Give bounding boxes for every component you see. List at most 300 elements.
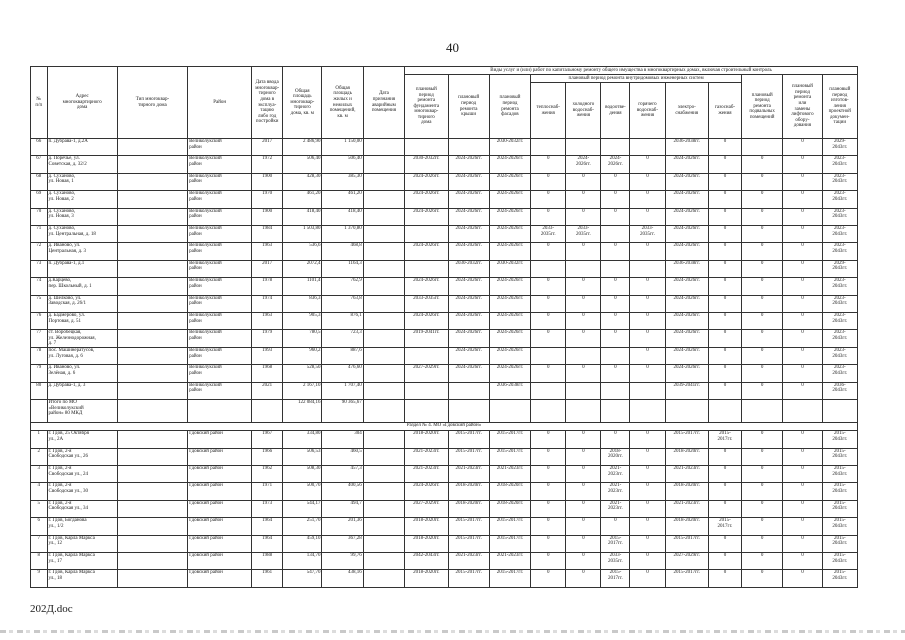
table-header: [31, 67, 858, 139]
table-cell: 0: [531, 535, 566, 552]
table-cell: 1966: [252, 448, 283, 465]
table-cell: 2018-2020гг.: [405, 535, 448, 552]
table-cell: 2030-2032гг.: [489, 260, 530, 277]
table-cell: 960,2: [283, 348, 322, 365]
table-cell: д. Иваново, ул. Зелёная, д. 6: [47, 365, 117, 382]
table-cell: 2024-2026гг.: [448, 191, 489, 208]
table-cell: [117, 278, 187, 295]
table-cell: Гдовский район: [188, 518, 252, 535]
table-cell: [363, 278, 404, 295]
table-cell: 0: [783, 500, 822, 517]
table-cell: 0: [601, 365, 630, 382]
table-cell: 0: [531, 466, 566, 483]
table-cell: 2024-2026гг.: [405, 173, 448, 190]
table-cell: 0: [783, 448, 822, 465]
table-cell: г. Гдов, 2-я Свободская ул., 26: [47, 448, 117, 465]
table-cell: 2024-2026гг.: [405, 278, 448, 295]
table-cell: 1974: [252, 295, 283, 312]
table-cell: 0: [630, 466, 665, 483]
table-cell: [531, 260, 566, 277]
table-cell: Великолукский район: [188, 295, 252, 312]
table-cell: 0: [630, 535, 665, 552]
table-cell: 0: [783, 518, 822, 535]
table-cell: 0: [708, 500, 741, 517]
table-cell: [741, 139, 782, 156]
table-cell: [363, 535, 404, 552]
header-cold-water: холодного водоснаб- жения: [566, 83, 601, 139]
table-cell: 1963: [252, 243, 283, 260]
table-cell: [363, 330, 404, 348]
table-cell: 0: [630, 243, 665, 260]
table-cell: 0: [601, 243, 630, 260]
table-cell: г. Гдов, 2-я Свободская ул., 30: [47, 483, 117, 500]
table-cell: 0: [741, 431, 782, 448]
table-cell: 457,3: [322, 466, 363, 483]
table-cell: 0: [708, 208, 741, 225]
table-cell: Великолукский район: [188, 156, 252, 173]
table-cell: [566, 400, 601, 423]
table-cell: 0: [566, 500, 601, 517]
table-cell: 0: [531, 173, 566, 190]
table-cell: 68: [31, 173, 48, 190]
capital-repair-table: [30, 66, 858, 588]
table-cell: 2036-2038гг.: [665, 139, 708, 156]
table-cell: 2024-2026гг.: [665, 278, 708, 295]
table-cell: 2024-2026гг.: [405, 312, 448, 329]
table-cell: [117, 260, 187, 277]
table-cell: 2027-2029гг.: [665, 552, 708, 569]
table-cell: 0: [566, 173, 601, 190]
table-cell: 400,56: [322, 483, 363, 500]
header-works-group: Виды услуг и (или) работ по капитальному ремонту общего имущества в многоквартирных домах, включая строительный контроль: [405, 67, 858, 75]
table-cell: [601, 139, 630, 156]
table-cell: [601, 400, 630, 423]
table-cell: 2024-2026гг.: [665, 191, 708, 208]
table-cell: 2024-2026гг.: [489, 173, 530, 190]
header-total-area: Общая площадь многоквар- тирного дома, кв. м: [283, 67, 322, 139]
table-cell: 1 150,00: [322, 139, 363, 156]
table-cell: 2029- 2043гг.: [822, 139, 857, 156]
table-cell: Великолукский район: [188, 348, 252, 365]
table-cell: г. Гдов, Карла Маркса ул., 18: [47, 570, 117, 587]
table-cell: 2024-2026гг.: [448, 225, 489, 242]
table-cell: 0: [630, 518, 665, 535]
table-cell: 0: [708, 448, 741, 465]
table-cell: 2024-2026гг.: [665, 330, 708, 348]
table-cell: 547,70: [283, 570, 322, 587]
table-cell: 0: [566, 312, 601, 329]
table-cell: 2018-2020гг.: [448, 483, 489, 500]
table-cell: 0: [531, 518, 566, 535]
table-cell: [363, 260, 404, 277]
table-row: [31, 448, 858, 465]
table-cell: [363, 500, 404, 517]
table-cell: д. Поречье, ул. Советская, д. 32/2: [47, 156, 117, 173]
table-cell: 0: [741, 173, 782, 190]
table-cell: [117, 173, 187, 190]
table-row: [31, 278, 858, 295]
table-cell: 304: [322, 431, 363, 448]
table-cell: 494,7: [322, 500, 363, 517]
table-cell: д. Суханово, ул. Центральная, д. 18: [47, 225, 117, 242]
table-cell: 500,70: [283, 483, 322, 500]
table-cell: [117, 570, 187, 587]
table-cell: 0: [531, 483, 566, 500]
header-lift: плановый период ремонта или замены лифтового обору- дования: [783, 75, 822, 139]
table-cell: [363, 225, 404, 242]
table-row: [31, 208, 858, 225]
table-cell: [117, 365, 187, 382]
table-cell: Гдовский район: [188, 500, 252, 517]
table-cell: 0: [531, 552, 566, 569]
table-cell: 0: [741, 278, 782, 295]
table-cell: 2021- 2023гг.: [601, 466, 630, 483]
table-cell: 2024-2026гг.: [665, 365, 708, 382]
table-cell: 0: [708, 278, 741, 295]
header-district: Район: [188, 67, 252, 139]
table-cell: 0: [630, 295, 665, 312]
table-cell: 0: [531, 312, 566, 329]
table-cell: 2015- 2017гг.: [601, 570, 630, 587]
table-cell: 2024-2026гг.: [489, 156, 530, 173]
table-cell: 0: [630, 431, 665, 448]
table-cell: 0: [566, 552, 601, 569]
table-row: [31, 552, 858, 569]
table-cell: 2024-2026гг.: [665, 312, 708, 329]
table-cell: [363, 483, 404, 500]
table-cell: 1971: [252, 483, 283, 500]
table-cell: [630, 260, 665, 277]
table-cell: 5: [31, 500, 48, 517]
table-cell: [117, 348, 187, 365]
table-cell: 2018-2020гг.: [489, 483, 530, 500]
table-cell: Великолукский район: [188, 208, 252, 225]
table-cell: 0: [783, 348, 822, 365]
table-cell: д.Карцево, пер. Школьный, д. 1: [47, 278, 117, 295]
table-cell: 2015- 2017гг.: [708, 431, 741, 448]
table-cell: 0: [783, 139, 822, 156]
table-cell: 2024-2026гг.: [489, 348, 530, 365]
table-cell: 461,20: [322, 191, 363, 208]
table-cell: 2024-2026гг.: [448, 312, 489, 329]
table-cell: 2023- 2043гг.: [822, 312, 857, 329]
table-cell: 1962: [252, 466, 283, 483]
table-cell: 0: [783, 535, 822, 552]
table-cell: 1967: [252, 431, 283, 448]
header-basement: плановый период ремонта подвальных помещений: [741, 75, 782, 139]
table-cell: [363, 570, 404, 587]
table-cell: 2024-2026гг.: [448, 278, 489, 295]
table-cell: 763,8: [322, 295, 363, 312]
table-cell: 0: [531, 448, 566, 465]
table-cell: 460,5: [322, 448, 363, 465]
table-cell: 0: [783, 295, 822, 312]
table-cell: 0: [783, 365, 822, 382]
table-cell: 0: [708, 348, 741, 365]
table-cell: 2024-2026гг.: [489, 191, 530, 208]
table-cell: 1964: [252, 535, 283, 552]
table-cell: 418,40: [283, 208, 322, 225]
table-cell: Гдовский район: [188, 466, 252, 483]
table-cell: 0: [741, 208, 782, 225]
table-cell: 2024-2026гг.: [448, 295, 489, 312]
table-cell: 0: [630, 156, 665, 173]
table-cell: [601, 382, 630, 399]
table-cell: 1973: [252, 500, 283, 517]
table-cell: 72: [31, 243, 48, 260]
table-cell: 74: [31, 278, 48, 295]
table-cell: 2024-2026гг.: [448, 208, 489, 225]
table-cell: [363, 365, 404, 382]
table-cell: 0: [630, 208, 665, 225]
table-cell: [566, 139, 601, 156]
table-cell: [31, 400, 48, 423]
table-cell: [601, 225, 630, 242]
section-row: [31, 423, 858, 431]
table-cell: 2015-2017гг.: [448, 535, 489, 552]
table-cell: 0: [531, 278, 566, 295]
table-cell: 2023- 2043гг.: [822, 330, 857, 348]
table-cell: Итого по МО «Великолукский район» 80 МКД: [47, 400, 117, 423]
table-cell: 2021-2023гг.: [448, 552, 489, 569]
table-body: [31, 139, 858, 588]
table-cell: [117, 208, 187, 225]
table-cell: 2021- 2023гг.: [601, 483, 630, 500]
table-cell: [363, 348, 404, 365]
table-cell: 0: [741, 500, 782, 517]
table-cell: 2021-2023гг.: [405, 448, 448, 465]
table-cell: 0: [566, 483, 601, 500]
table-row: [31, 260, 858, 277]
table-cell: [630, 382, 665, 399]
table-cell: 0: [708, 225, 741, 242]
table-cell: 2021-2023гг.: [665, 466, 708, 483]
table-cell: д. Бадмерово, ул. Портовая, д. 51: [47, 312, 117, 329]
table-cell: 2023- 2043гг.: [822, 348, 857, 365]
table-cell: 2021-2023гг.: [448, 466, 489, 483]
table-cell: Великолукский район: [188, 173, 252, 190]
header-address: Адрес многоквартирного дома: [47, 67, 117, 139]
table-cell: д. Суханово, ул. Новая, 2: [47, 191, 117, 208]
table-cell: 0: [601, 518, 630, 535]
table-cell: 0: [566, 448, 601, 465]
table-cell: 2029- 2043гг.: [822, 260, 857, 277]
table-cell: [363, 552, 404, 569]
table-cell: 2023- 2043гг.: [822, 191, 857, 208]
table-cell: 0: [531, 431, 566, 448]
table-cell: 476,60: [322, 365, 363, 382]
header-year: Дата ввода многоквар- тирного дома в эксплуа- тацию либо год постройки: [252, 67, 283, 139]
table-cell: 0: [531, 295, 566, 312]
table-cell: 2033- 2035гг.: [601, 552, 630, 569]
table-cell: 2072,4: [283, 260, 322, 277]
table-cell: 2021- 2023гг.: [601, 500, 630, 517]
table-cell: [531, 348, 566, 365]
table-cell: [405, 400, 448, 423]
table-cell: 1970: [252, 191, 283, 208]
table-cell: п. Дубрава-1, д.2А: [47, 139, 117, 156]
table-cell: 2015-2017гг.: [448, 431, 489, 448]
table-cell: 0: [783, 466, 822, 483]
table-cell: [117, 448, 187, 465]
table-cell: 0: [741, 483, 782, 500]
table-cell: 76: [31, 312, 48, 329]
table-cell: 0: [708, 191, 741, 208]
table-cell: [117, 156, 187, 173]
table-cell: д. Шелково, ул. Заводская, д. 26/1: [47, 295, 117, 312]
table-cell: [531, 139, 566, 156]
table-cell: Гдовский район: [188, 535, 252, 552]
table-cell: 66: [31, 139, 48, 156]
table-cell: г. Гдов, Богданова ул., 1/2: [47, 518, 117, 535]
table-cell: 428,30: [283, 173, 322, 190]
table-cell: [117, 243, 187, 260]
table-cell: 7: [31, 535, 48, 552]
table-cell: 90 365,67: [322, 400, 363, 423]
table-cell: [363, 243, 404, 260]
table-cell: 2024- 2026гг.: [601, 156, 630, 173]
table-cell: 459,10: [283, 535, 322, 552]
table-cell: 0: [783, 312, 822, 329]
table-cell: 2023- 2043гг.: [822, 156, 857, 173]
table-cell: 418,40: [322, 208, 363, 225]
table-cell: 508,30: [283, 466, 322, 483]
table-cell: 0: [783, 173, 822, 190]
table-cell: 0: [708, 535, 741, 552]
table-cell: 723,3: [322, 330, 363, 348]
table-cell: 887,6: [322, 348, 363, 365]
table-cell: 0: [708, 173, 741, 190]
table-cell: 2042-2043гг.: [405, 552, 448, 569]
table-cell: 2018- 2020гг.: [601, 448, 630, 465]
table-cell: 0: [708, 139, 741, 156]
table-row: [31, 348, 858, 365]
table-cell: Гдовский район: [188, 570, 252, 587]
table-cell: 2015- 2017гг.: [708, 518, 741, 535]
table-cell: 2027-2029гг.: [405, 365, 448, 382]
table-cell: 0: [566, 365, 601, 382]
table-cell: 0: [566, 330, 601, 348]
table-cell: 2024-2026гг.: [448, 243, 489, 260]
table-cell: 1: [31, 431, 48, 448]
table-cell: [448, 382, 489, 399]
table-cell: 2015-2017гг.: [489, 535, 530, 552]
table-cell: 0: [531, 365, 566, 382]
table-row: [31, 382, 858, 399]
table-cell: 0: [630, 348, 665, 365]
table-cell: 78: [31, 348, 48, 365]
table-cell: 1 707,40: [322, 382, 363, 399]
table-cell: 0: [708, 312, 741, 329]
header-num: № п/п: [31, 67, 48, 139]
footer-file-name: 202Д.doc: [30, 603, 73, 615]
table-cell: 0: [566, 191, 601, 208]
table-cell: 2018-2020гг.: [665, 518, 708, 535]
table-cell: [405, 348, 448, 365]
table-cell: 1978: [252, 278, 283, 295]
table-cell: 0: [741, 518, 782, 535]
table-cell: [363, 312, 404, 329]
table-cell: 0: [783, 552, 822, 569]
table-row: [31, 535, 858, 552]
table-cell: 0: [783, 431, 822, 448]
table-cell: 506,40: [283, 156, 322, 173]
table-cell: 134,70: [283, 552, 322, 569]
table-cell: 0: [741, 552, 782, 569]
header-heat: теплоснаб- жения: [531, 83, 566, 139]
table-cell: 2023- 2043гг.: [822, 365, 857, 382]
table-cell: Великолукский район: [188, 260, 252, 277]
table-cell: 0: [566, 278, 601, 295]
table-cell: д. Иваново, ул. Центральная, д. 3: [47, 243, 117, 260]
table-cell: 468,8: [322, 243, 363, 260]
table-cell: Великолукский район: [188, 225, 252, 242]
table-cell: 2017: [252, 139, 283, 156]
capital-repair-table-wrap: [30, 66, 858, 588]
table-cell: Великолукский район: [188, 382, 252, 399]
total-row: [31, 400, 858, 423]
table-cell: 71: [31, 225, 48, 242]
table-cell: 2021-2023гг.: [489, 466, 530, 483]
table-row: [31, 225, 858, 242]
table-cell: 2027-2029гг.: [405, 500, 448, 517]
header-design: плановый период изготов- ления проектной докумен- тации: [822, 75, 857, 139]
table-cell: 836,3: [283, 295, 322, 312]
table-cell: д. Дубрава-1, д. 3: [47, 382, 117, 399]
table-cell: 0: [741, 348, 782, 365]
table-cell: 1900: [252, 208, 283, 225]
table-cell: 1963: [252, 312, 283, 329]
table-cell: Гдовский район: [188, 483, 252, 500]
table-cell: 0: [630, 278, 665, 295]
table-cell: 0: [741, 191, 782, 208]
table-cell: [117, 535, 187, 552]
table-cell: Великолукский район: [188, 243, 252, 260]
table-cell: 2015- 2043гг.: [822, 500, 857, 517]
table-cell: 2018-2020гг.: [665, 448, 708, 465]
table-cell: 1984: [252, 225, 283, 242]
table-cell: Великолукский район: [188, 139, 252, 156]
table-cell: 0: [566, 243, 601, 260]
table-row: [31, 570, 858, 587]
table-cell: 2015- 2043гг.: [822, 570, 857, 587]
table-cell: 0: [630, 483, 665, 500]
table-cell: 0: [708, 552, 741, 569]
table-cell: 0: [566, 570, 601, 587]
scan-artifact-strip: [0, 630, 905, 633]
table-cell: 0: [741, 156, 782, 173]
table-cell: 2019-2041гг.: [405, 330, 448, 348]
table-cell: 2036- 2043гг.: [822, 382, 857, 399]
table-cell: [405, 139, 448, 156]
table-cell: 2036-2038гг.: [665, 260, 708, 277]
table-cell: г. Гдов, 25 Октября ул., 2А: [47, 431, 117, 448]
table-cell: 2015- 2043гг.: [822, 535, 857, 552]
table-cell: 2: [31, 448, 48, 465]
table-cell: 0: [783, 278, 822, 295]
table-cell: 0: [708, 295, 741, 312]
table-cell: 1900: [252, 173, 283, 190]
table-cell: [117, 431, 187, 448]
table-row: [31, 173, 858, 190]
table-cell: 2015-2017гг.: [665, 431, 708, 448]
table-cell: 2015- 2043гг.: [822, 552, 857, 569]
table-cell: 2024-2026гг.: [489, 330, 530, 348]
table-cell: 70: [31, 208, 48, 225]
table-cell: 73: [31, 260, 48, 277]
table-cell: 0: [708, 570, 741, 587]
table-cell: 2030-2032гг.: [489, 139, 530, 156]
